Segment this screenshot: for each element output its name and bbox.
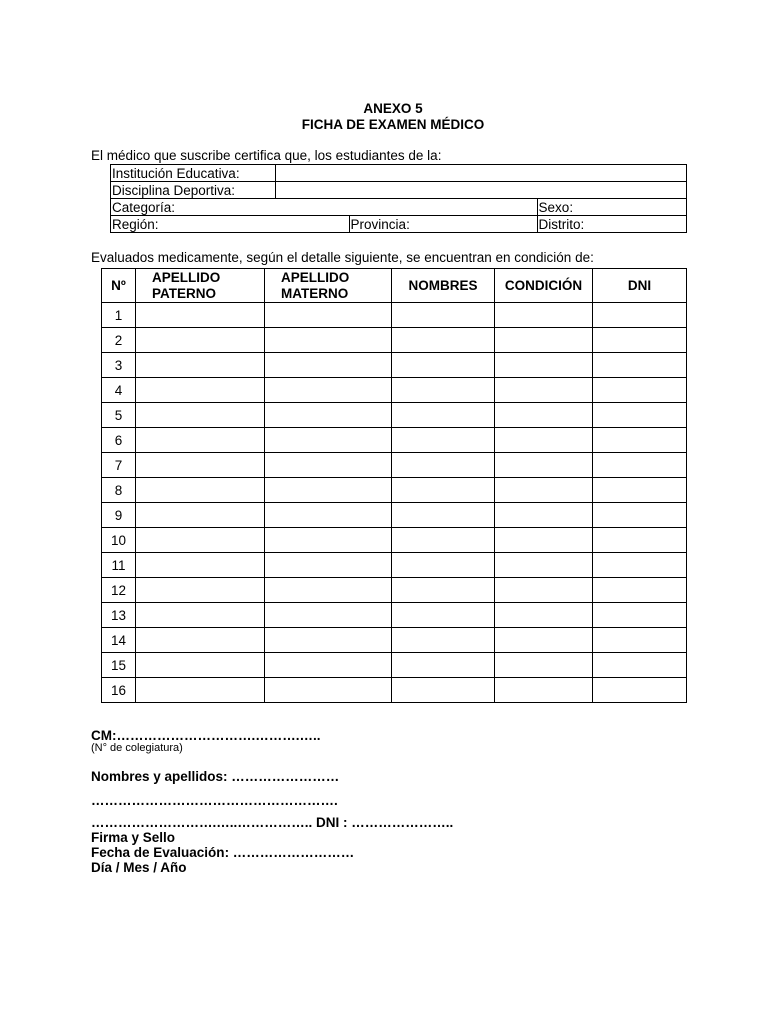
institution-info-table bbox=[110, 164, 687, 233]
table-row bbox=[102, 428, 687, 453]
distrito-label: Distrito: bbox=[538, 216, 585, 232]
condicion-cell[interactable] bbox=[495, 653, 593, 678]
condicion-cell[interactable] bbox=[495, 678, 593, 703]
header-num: Nº bbox=[102, 269, 136, 303]
institucion-field[interactable] bbox=[276, 165, 687, 182]
students-table bbox=[101, 268, 687, 703]
nombres-cell[interactable] bbox=[392, 653, 495, 678]
nombres-cell[interactable] bbox=[392, 578, 495, 603]
condicion-cell[interactable] bbox=[495, 553, 593, 578]
disciplina-field[interactable] bbox=[276, 182, 687, 199]
apellido-paterno-cell[interactable] bbox=[136, 678, 265, 703]
apellido-materno-cell[interactable] bbox=[265, 478, 392, 503]
row-number: 15 bbox=[102, 653, 136, 678]
nombres-label: Nombres y apellidos bbox=[91, 769, 224, 784]
apellido-paterno-cell[interactable] bbox=[136, 303, 265, 328]
dni-cell[interactable] bbox=[593, 328, 687, 353]
dni-cell[interactable] bbox=[593, 678, 687, 703]
header-nombres: NOMBRES bbox=[392, 269, 495, 303]
condicion-cell[interactable] bbox=[495, 528, 593, 553]
header-paterno-line1: APELLIDO bbox=[152, 269, 221, 285]
nombres-cell[interactable] bbox=[392, 303, 495, 328]
nombres-dots: : …………………… bbox=[223, 769, 340, 784]
sexo-label: Sexo: bbox=[538, 199, 574, 215]
sexo-field[interactable] bbox=[537, 199, 686, 216]
header-dni: DNI bbox=[593, 269, 687, 303]
table-row bbox=[102, 553, 687, 578]
header-paterno-line2: PATERNO bbox=[152, 285, 216, 301]
categoria-label: Categoría: bbox=[112, 199, 176, 215]
apellido-materno-cell[interactable] bbox=[265, 403, 392, 428]
row-number: 11 bbox=[102, 553, 136, 578]
provincia-field[interactable] bbox=[349, 216, 537, 233]
table-row bbox=[102, 478, 687, 503]
header-condicion: CONDICIÓN bbox=[495, 269, 593, 303]
table-row bbox=[102, 378, 687, 403]
dni-cell[interactable] bbox=[593, 553, 687, 578]
dni-cell[interactable] bbox=[593, 428, 687, 453]
apellido-paterno-cell[interactable] bbox=[136, 328, 265, 353]
apellido-paterno-cell[interactable] bbox=[136, 503, 265, 528]
table-row bbox=[102, 303, 687, 328]
row-number: 13 bbox=[102, 603, 136, 628]
apellido-paterno-cell[interactable] bbox=[136, 653, 265, 678]
apellido-paterno-cell[interactable] bbox=[136, 403, 265, 428]
condicion-cell[interactable] bbox=[495, 578, 593, 603]
dni-cell[interactable] bbox=[593, 353, 687, 378]
row-number: 2 bbox=[102, 328, 136, 353]
condicion-cell[interactable] bbox=[495, 353, 593, 378]
condicion-cell[interactable] bbox=[495, 478, 593, 503]
cm-line: CM:………………………….……….….. bbox=[91, 728, 321, 743]
dni-cell[interactable] bbox=[593, 603, 687, 628]
table-row bbox=[102, 403, 687, 428]
disciplina-label: Disciplina Deportiva: bbox=[111, 182, 276, 199]
table-row bbox=[102, 603, 687, 628]
apellido-paterno-cell[interactable] bbox=[136, 603, 265, 628]
nombres-cell[interactable] bbox=[392, 678, 495, 703]
table-body bbox=[102, 303, 687, 703]
nombres-cell[interactable] bbox=[392, 528, 495, 553]
nombres-cell[interactable] bbox=[392, 403, 495, 428]
row-number: 10 bbox=[102, 528, 136, 553]
apellido-materno-cell[interactable] bbox=[265, 503, 392, 528]
condicion-cell[interactable] bbox=[495, 628, 593, 653]
apellido-materno-cell[interactable] bbox=[265, 303, 392, 328]
nombres-cell[interactable] bbox=[392, 503, 495, 528]
condicion-cell[interactable] bbox=[495, 603, 593, 628]
dni-cell[interactable] bbox=[593, 303, 687, 328]
fecha-line bbox=[91, 845, 354, 860]
apellido-materno-cell[interactable] bbox=[265, 378, 392, 403]
dni-cell[interactable] bbox=[593, 578, 687, 603]
dni-cell[interactable] bbox=[593, 478, 687, 503]
condicion-cell[interactable] bbox=[495, 428, 593, 453]
row-number: 7 bbox=[102, 453, 136, 478]
apellido-materno-cell[interactable] bbox=[265, 678, 392, 703]
dni-label: DNI : ………………….. bbox=[316, 815, 454, 830]
apellido-materno-cell[interactable] bbox=[265, 603, 392, 628]
header-materno-line2: MATERNO bbox=[281, 285, 349, 301]
row-number: 16 bbox=[102, 678, 136, 703]
table-row bbox=[102, 503, 687, 528]
fecha-dots: : ……………………… bbox=[224, 845, 355, 860]
region-field[interactable] bbox=[111, 216, 350, 233]
nombres-cell[interactable] bbox=[392, 328, 495, 353]
dni-cell[interactable] bbox=[593, 628, 687, 653]
apellido-paterno-cell[interactable] bbox=[136, 453, 265, 478]
apellido-paterno-cell[interactable] bbox=[136, 428, 265, 453]
row-number: 3 bbox=[102, 353, 136, 378]
table-row bbox=[102, 678, 687, 703]
nombres-cell[interactable] bbox=[392, 603, 495, 628]
condicion-cell[interactable] bbox=[495, 328, 593, 353]
firma-sello-label: Firma y Sello bbox=[91, 830, 176, 845]
apellido-paterno-cell[interactable] bbox=[136, 553, 265, 578]
row-number: 9 bbox=[102, 503, 136, 528]
condicion-cell[interactable] bbox=[495, 453, 593, 478]
date-format-label: Día / Mes / Año bbox=[91, 860, 187, 875]
apellido-paterno-cell[interactable] bbox=[136, 628, 265, 653]
dni-cell[interactable] bbox=[593, 403, 687, 428]
apellido-materno-cell[interactable] bbox=[265, 578, 392, 603]
apellido-materno-cell[interactable] bbox=[265, 453, 392, 478]
nombres-cell[interactable] bbox=[392, 628, 495, 653]
header-materno-line1: APELLIDO bbox=[281, 269, 350, 285]
apellido-paterno-cell[interactable] bbox=[136, 378, 265, 403]
apellido-materno-cell[interactable] bbox=[265, 428, 392, 453]
condicion-cell[interactable] bbox=[495, 303, 593, 328]
apellido-paterno-cell[interactable] bbox=[136, 528, 265, 553]
condicion-cell[interactable] bbox=[495, 403, 593, 428]
dni-leading-dots: ……………………….…..…………….. bbox=[91, 815, 317, 830]
table-row bbox=[102, 453, 687, 478]
fecha-label: Fecha de Evaluación bbox=[91, 845, 225, 860]
row-number: 12 bbox=[102, 578, 136, 603]
intro-text: El médico que suscribe certifica que, los estudiantes de la: bbox=[91, 148, 442, 163]
dni-cell[interactable] bbox=[593, 503, 687, 528]
document-title: FICHA DE EXAMEN MÉDICO bbox=[301, 117, 485, 132]
evaluation-text: Evaluados medicamente, según el detalle siguiente, se encuentran en condición de: bbox=[91, 250, 594, 265]
apellido-paterno-cell[interactable] bbox=[136, 478, 265, 503]
nombres-cell[interactable] bbox=[392, 453, 495, 478]
categoria-field[interactable] bbox=[111, 199, 538, 216]
row-number: 14 bbox=[102, 628, 136, 653]
nombres-continuation-line: ………………………………………………. bbox=[91, 793, 338, 808]
header-apellido-paterno bbox=[136, 269, 265, 303]
apellido-materno-cell[interactable] bbox=[265, 528, 392, 553]
dni-cell[interactable] bbox=[593, 528, 687, 553]
header-apellido-materno bbox=[265, 269, 392, 303]
dni-cell[interactable] bbox=[593, 453, 687, 478]
table-header-row bbox=[102, 269, 687, 303]
condicion-cell[interactable] bbox=[495, 378, 593, 403]
apellido-materno-cell[interactable] bbox=[265, 628, 392, 653]
cm-note: (N° de colegiatura) bbox=[91, 742, 183, 754]
apellido-materno-cell[interactable] bbox=[265, 553, 392, 578]
row-number: 1 bbox=[102, 303, 136, 328]
apellido-materno-cell[interactable] bbox=[265, 353, 392, 378]
nombres-cell[interactable] bbox=[392, 353, 495, 378]
institucion-label: Institución Educativa: bbox=[111, 165, 276, 182]
nombres-cell[interactable] bbox=[392, 553, 495, 578]
dni-line bbox=[91, 815, 453, 830]
table-row bbox=[102, 653, 687, 678]
dni-cell[interactable] bbox=[593, 378, 687, 403]
row-number: 5 bbox=[102, 403, 136, 428]
table-row bbox=[102, 628, 687, 653]
table-row bbox=[102, 578, 687, 603]
dni-cell[interactable] bbox=[593, 653, 687, 678]
row-number: 8 bbox=[102, 478, 136, 503]
provincia-label: Provincia: bbox=[350, 216, 410, 232]
table-row bbox=[102, 353, 687, 378]
nombres-cell[interactable] bbox=[392, 428, 495, 453]
table-row bbox=[102, 528, 687, 553]
apellido-materno-cell[interactable] bbox=[265, 328, 392, 353]
distrito-field[interactable] bbox=[537, 216, 686, 233]
nombres-line bbox=[91, 769, 339, 784]
row-number: 4 bbox=[102, 378, 136, 403]
annex-label: ANEXO 5 bbox=[363, 101, 423, 116]
row-number: 6 bbox=[102, 428, 136, 453]
nombres-cell[interactable] bbox=[392, 478, 495, 503]
apellido-materno-cell[interactable] bbox=[265, 653, 392, 678]
region-label: Región: bbox=[112, 216, 159, 232]
apellido-paterno-cell[interactable] bbox=[136, 353, 265, 378]
condicion-cell[interactable] bbox=[495, 503, 593, 528]
nombres-cell[interactable] bbox=[392, 378, 495, 403]
apellido-paterno-cell[interactable] bbox=[136, 578, 265, 603]
table-row bbox=[102, 328, 687, 353]
